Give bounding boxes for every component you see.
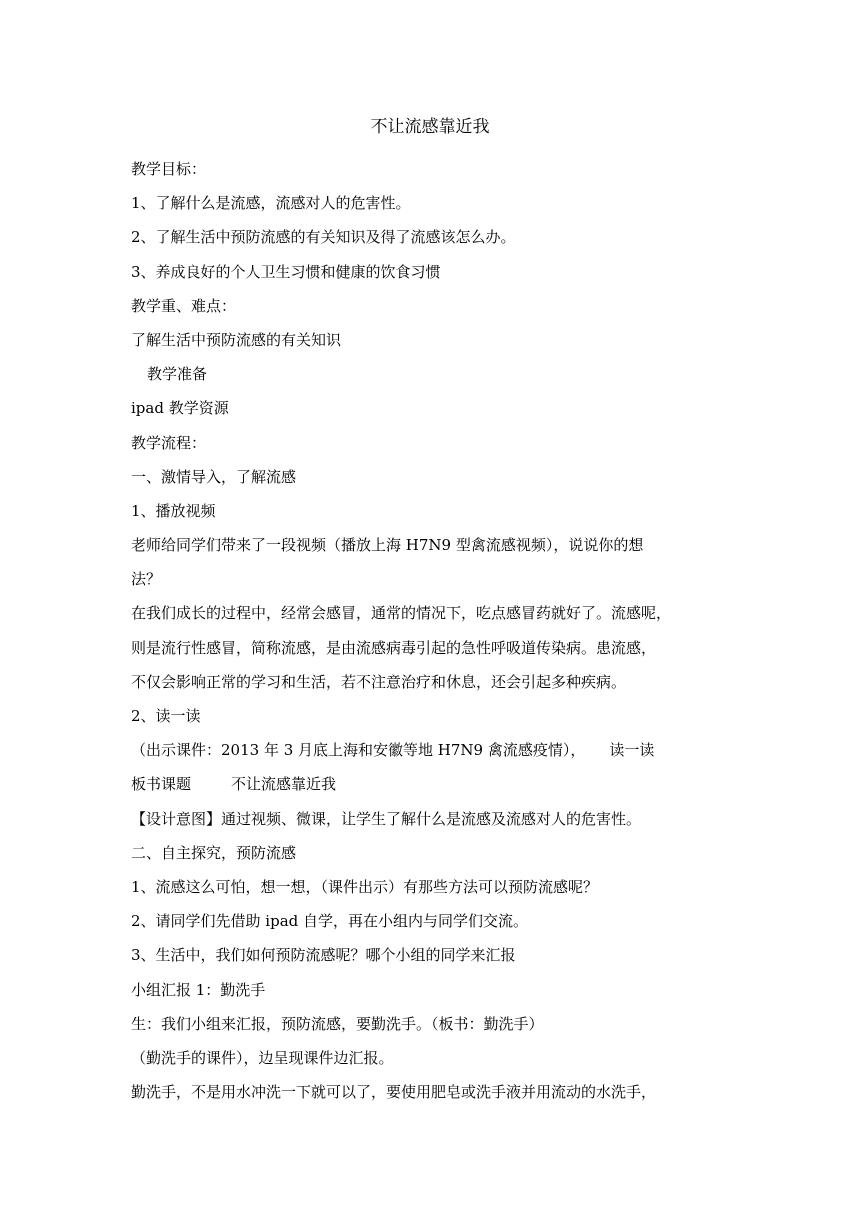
courseware-line [131,733,731,767]
preparation-text: ipad 教学资源 [131,399,229,418]
process-step: 1、播放视频 [131,501,216,520]
group-report-heading: 小组汇报 1：勤洗手 [131,980,266,999]
process-heading-2: 二、自主探究，预防流感 [131,843,297,862]
paragraph-line: 法？ [131,570,162,589]
objective-item: 3、养成良好的个人卫生习惯和健康的饮食习惯 [131,262,441,281]
paragraph-line: （勤洗手的课件），边呈现课件边汇报。 [131,1048,394,1067]
process-step: 3、生活中，我们如何预防流感呢？哪个小组的同学来汇报 [131,946,516,965]
paragraph-line: 在我们成长的过程中，经常会感冒，通常的情况下，吃点感冒药就好了。流感呢， [131,604,672,623]
design-intent-line: 【设计意图】通过视频、微课，让学生了解什么是流感及流感对人的危害性。 [131,809,642,828]
document-title: 不让流感靠近我 [370,117,490,137]
board-title-value: 不让流感靠近我 [231,775,337,794]
section-heading-process: 教学流程： [131,433,207,452]
paragraph-line: 老师给同学们带来了一段视频（播放上海 H7N9 型禽流感视频），说说你的想 [131,536,644,555]
read-aloud-text: 读一读 [609,741,655,760]
key-point-text: 了解生活中预防流感的有关知识 [131,330,342,349]
paragraph-line: 不仅会影响正常的学习和生活，若不注意治疗和休息，还会引起多种疾病。 [131,672,627,691]
paragraph-line: 则是流行性感冒，简称流感，是由流感病毒引起的急性呼吸道传染病。患流感， [131,638,657,657]
board-title-line [131,767,731,801]
process-step: 2、读一读 [131,707,201,725]
process-step: 1、流感这么可怕，想一想，（课件出示）有那些方法可以预防流感呢？ [131,877,599,896]
section-heading-key-points: 教学重、难点： [131,296,237,315]
paragraph-line: 勤洗手，不是用水冲洗一下就可以了，要使用肥皂或洗手液并用流动的水洗手， [131,1083,657,1102]
objective-item: 1、了解什么是流感，流感对人的危害性。 [131,194,411,213]
process-step: 2、请同学们先借助 ipad 自学，再在小组内与同学们交流。 [131,912,529,931]
objective-item: 2、了解生活中预防流感的有关知识及得了流感该怎么办。 [131,228,516,247]
board-title-label: 板书课题 [131,775,192,794]
process-heading-1: 一、激情导入，了解流感 [131,467,297,486]
paragraph-line: 生：我们小组来汇报，预防流感，要勤洗手。（板书：勤洗手） [131,1014,544,1033]
courseware-text: （出示课件：2013 年 3 月底上海和安徽等地 H7N9 禽流感疫情）， [131,741,586,760]
section-heading-objectives: 教学目标： [131,160,207,178]
section-heading-preparation: 教学准备 [147,365,208,384]
document-body [131,152,731,1109]
